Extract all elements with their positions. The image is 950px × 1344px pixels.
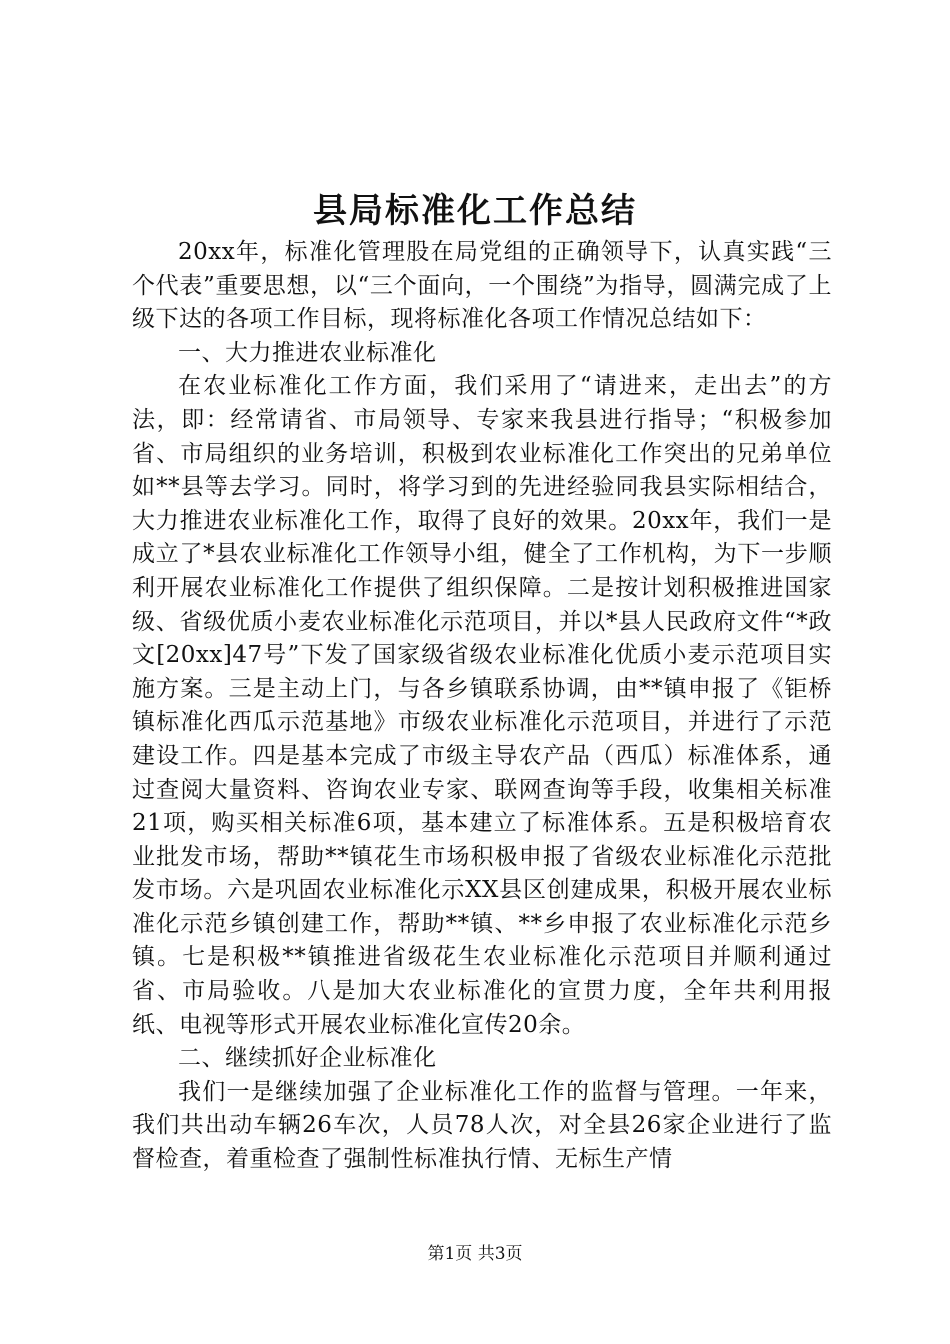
agriculture-paragraph: 在农业标准化工作方面，我们采用了“请进来，走出去”的方法，即：经常请省、市局领导、专家来我县进行指导；“积极参加省、市局组织的业务培训，积极到农业标准化工作突出的兄弟单位如**县等去学习。同时，将学习到的先进经验同我县实际相结合，大力推进农业标准化工作，取得了良好的效果。20xx年，我们一是成立了*县农业标准化工作领导小组，健全了工作机构，为下一步顺利开展农业标准化工作提供了组织保障。二是按计划积极推进国家级、省级优质小麦农业标准化示范项目，并以*县人民政府文件“*政文[20xx]47号”下发了国家级省级农业标准化优质小麦示范项目实施方案。三是主动上门，与各乡镇联系协调，由**镇申报了《钜桥镇标准化西瓜示范基地》市级农业标准化示范项目，并进行了示范建设工作。四是基本完成了市级主导农产品（西瓜）标准体系，通过查阅大量资料、咨询农业专家、联网查询等手段，收集相关标准21项，购买相关标准6项，基本建立了标准体系。五是积极培育农业批发市场，帮助**镇花生市场积极申报了省级农业标准化示范批发市场。六是巩固农业标准化示XX县区创建成果，积极开展农业标准化示范乡镇创建工作，帮助**镇、**乡申报了农业标准化示范乡镇。七是积极**镇推进省级花生农业标准化示范项目并顺利通过省、市局验收。八是加大农业标准化的宣贯力度，全年共利用报纸、电视等形式开展农业标准化宣传20余。: [132, 373, 832, 1038]
enterprise-paragraph: 我们一是继续加强了企业标准化工作的监督与管理。一年来，我们共出动车辆26车次，人员78人次，对全县26家企业进行了监督检查，着重检查了强制性标准执行情、无标生产情: [132, 1078, 832, 1173]
intro-paragraph: 20xx年，标准化管理股在局党组的正确领导下，认真实践“三个代表”重要思想，以“三个面向，一个围绕”为指导，圆满完成了上级下达的各项工作目标，现将标准化各项工作情况总结如下：: [132, 239, 832, 333]
document-body: [132, 236, 832, 1177]
page-footer: 第1页 共3页: [427, 1244, 523, 1264]
section-heading-enterprise: 二、继续抓好企业标准化: [178, 1045, 437, 1072]
section-heading-agriculture: 一、大力推进农业标准化: [178, 339, 437, 366]
document-title: 县局标准化工作总结: [313, 191, 637, 231]
